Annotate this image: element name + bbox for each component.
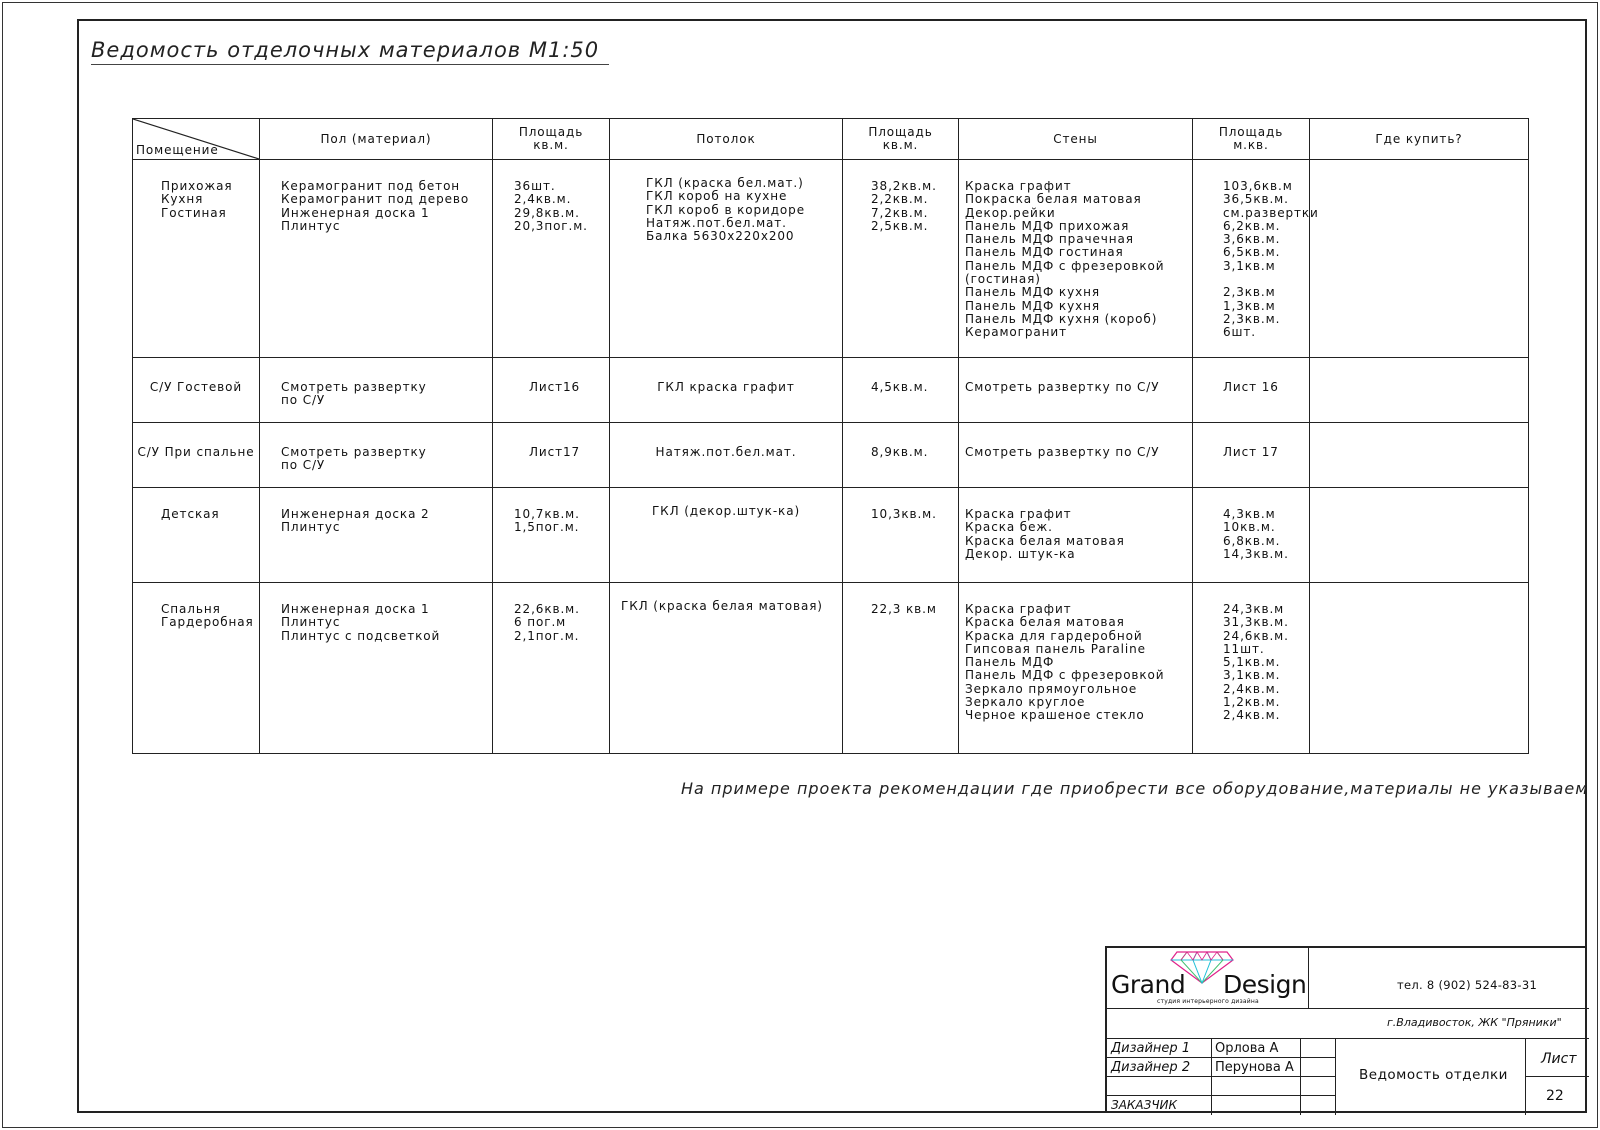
- ceiling-cell-line: ГКЛ короб в коридоре: [646, 202, 805, 217]
- walls-area-cell-line: Лист 16: [1223, 380, 1279, 394]
- walls-area-cell-line: 2,4кв.м.: [1223, 708, 1281, 723]
- ceiling-area-cell: [843, 423, 959, 488]
- floor-area-cell: [493, 160, 610, 358]
- floor-area-cell-line: Лист16: [529, 380, 581, 394]
- ceiling-area-cell: [843, 358, 959, 423]
- ceiling-cell-line: ГКЛ короб на кухне: [646, 189, 788, 204]
- room-cell: [133, 160, 260, 358]
- where-to-buy-cell: [1310, 583, 1529, 754]
- divider: [1107, 1038, 1589, 1039]
- walls-cell-line: Панель МДФ гостиная: [965, 245, 1124, 260]
- floor-cell: [260, 423, 493, 488]
- walls-cell-line: Краска графит: [965, 507, 1072, 521]
- ceiling-area-cell: [843, 488, 959, 583]
- floor-cell: [260, 583, 493, 754]
- floor-area-cell-line: 2,1пог.м.: [514, 628, 580, 643]
- walls-cell-line: Панель МДФ прихожая: [965, 218, 1130, 233]
- header-ceiling-area-line2: кв.м.: [882, 138, 919, 152]
- finishing-materials-table: [132, 118, 1529, 754]
- header-walls-area-line2: м.кв.: [1233, 138, 1269, 152]
- floor-cell-line: Плинтус: [281, 520, 341, 535]
- floor-cell-line: Инженерная доска 2: [281, 507, 430, 521]
- floor-area-cell-line: 22,6кв.м.: [514, 602, 580, 616]
- walls-area-cell-line: 6,2кв.м.: [1223, 218, 1281, 233]
- walls-cell-line: Черное крашеное стекло: [965, 708, 1145, 723]
- address: г.Владивосток, ЖК "Пряники": [1387, 1016, 1562, 1029]
- designer1-label: Дизайнер 1: [1111, 1041, 1191, 1056]
- floor-area-cell: [493, 423, 610, 488]
- ceiling-cell: [610, 488, 843, 583]
- room-cell-line: С/У Гостевой: [149, 380, 243, 394]
- ceiling-area-cell-line: 8,9кв.м.: [871, 445, 929, 459]
- walls-area-cell: [1193, 488, 1310, 583]
- walls-area-cell-line: 11шт.: [1223, 641, 1265, 656]
- designer2-label: Дизайнер 2: [1111, 1060, 1191, 1075]
- studio-logo: [1107, 948, 1310, 1008]
- footnote: На примере проекта рекомендации где приобрести все оборудование,материалы не указываем: [681, 779, 1589, 798]
- walls-cell: [959, 488, 1193, 583]
- floor-area-cell-line: 36шт.: [514, 179, 556, 193]
- ceiling-area-cell-line: 2,2кв.м.: [871, 192, 929, 207]
- floor-cell-line: Плинтус: [281, 218, 341, 233]
- ceiling-cell-line: Балка 5630х220х200: [646, 229, 795, 244]
- ceiling-area-cell-line: 4,5кв.м.: [871, 380, 929, 394]
- logo-text-design: Design: [1223, 970, 1307, 999]
- ceiling-cell-line: Натяж.пот.бел.мат.: [646, 215, 787, 230]
- header-ceiling: Потолок: [610, 119, 843, 160]
- phone: тел. 8 (902) 524-83-31: [1397, 978, 1538, 992]
- walls-cell: [959, 423, 1193, 488]
- walls-area-cell-line: 36,5кв.м.: [1223, 192, 1289, 207]
- ceiling-cell: [610, 583, 843, 754]
- ceiling-area-cell: [843, 583, 959, 754]
- header-floor-area-line1: Площадь: [518, 125, 584, 139]
- header-floor-area: [493, 119, 610, 160]
- floor-cell-line: Керамогранит под дерево: [281, 192, 470, 207]
- table-row: [133, 160, 1529, 358]
- sheet-name: Ведомость отделки: [1359, 1067, 1508, 1083]
- walls-area-cell-line: 5,1кв.м.: [1223, 655, 1281, 670]
- floor-area-cell-line: Лист17: [529, 445, 581, 459]
- divider: [1107, 1095, 1336, 1096]
- walls-cell-line: (гостиная): [965, 272, 1041, 287]
- walls-area-cell-line: 2,3кв.м.: [1223, 311, 1281, 326]
- room-cell: [133, 583, 260, 754]
- header-ceiling-area-line1: Площадь: [868, 125, 933, 139]
- walls-cell: [959, 160, 1193, 358]
- floor-cell-line: по С/У: [281, 458, 326, 473]
- header-walls: Стены: [959, 119, 1193, 160]
- header-floor-area-line2: кв.м.: [533, 138, 569, 152]
- room-cell-line: Прихожая: [161, 179, 233, 193]
- walls-area-cell-line: 3,1кв.м.: [1223, 668, 1281, 683]
- floor-area-cell: [493, 358, 610, 423]
- walls-area-cell-line: 4,3кв.м: [1223, 507, 1276, 521]
- floor-cell-line: по С/У: [281, 393, 326, 408]
- divider: [1107, 1076, 1336, 1077]
- walls-area-cell-line: 6,5кв.м.: [1223, 245, 1281, 260]
- ceiling-area-cell-line: 38,2кв.м.: [871, 179, 937, 193]
- sheet-number: 22: [1546, 1088, 1564, 1104]
- walls-area-cell-line: 6шт.: [1223, 325, 1257, 340]
- header-floor: Пол (материал): [260, 119, 493, 160]
- room-cell-line: Детская: [161, 507, 220, 521]
- floor-area-cell: [493, 488, 610, 583]
- sheet-label: Лист: [1541, 1051, 1577, 1067]
- room-cell-line: Кухня: [161, 192, 204, 207]
- walls-area-cell-line: 2,4кв.м.: [1223, 681, 1281, 696]
- table-row: [133, 583, 1529, 754]
- room-cell-line: Гардеробная: [161, 615, 254, 630]
- ceiling-cell-line: Натяж.пот.бел.мат.: [655, 445, 797, 459]
- logo-subtitle: студия интерьерного дизайна: [1157, 998, 1259, 1005]
- divider: [1211, 1038, 1212, 1115]
- walls-cell-line: Зеркало прямоугольное: [965, 681, 1138, 696]
- walls-cell-line: Краска для гардеробной: [965, 628, 1143, 643]
- walls-cell-line: Декор.рейки: [965, 205, 1056, 220]
- walls-cell-line: Панель МДФ кухня: [965, 285, 1100, 300]
- walls-area-cell: [1193, 160, 1319, 358]
- sheet-title: Ведомость отделочных материалов М1:50: [91, 38, 609, 65]
- header-room-label: Помещение: [136, 143, 219, 157]
- room-cell: [133, 423, 260, 488]
- header-walls-area-line1: Площадь: [1218, 125, 1284, 139]
- walls-area-cell-line: [1223, 273, 1309, 286]
- walls-area-cell-line: 1,2кв.м.: [1223, 695, 1281, 710]
- ceiling-cell: [610, 423, 843, 488]
- divider: [1308, 948, 1309, 1008]
- ceiling-cell: [610, 358, 843, 423]
- walls-cell-line: Гипсовая панель Paraline: [965, 641, 1146, 656]
- walls-area-cell-line: 24,3кв.м: [1223, 602, 1285, 616]
- room-cell: [133, 358, 260, 423]
- walls-cell-line: Панель МДФ: [965, 655, 1055, 670]
- header-room: [133, 119, 260, 160]
- floor-cell-line: Инженерная доска 1: [281, 602, 430, 616]
- walls-cell-line: Смотреть развертку по С/У: [965, 380, 1160, 394]
- table-header-row: [133, 119, 1529, 160]
- walls-cell-line: Краска графит: [965, 602, 1072, 616]
- floor-cell: [260, 488, 493, 583]
- room-cell-line: Гостиная: [161, 205, 227, 220]
- ceiling-area-cell-line: 2,5кв.м.: [871, 218, 929, 233]
- walls-cell-line: Краска белая матовая: [965, 615, 1125, 630]
- divider: [1525, 1076, 1589, 1077]
- walls-cell: [959, 583, 1193, 754]
- walls-area-cell: [1193, 423, 1310, 488]
- designer1-name: Орлова А: [1215, 1041, 1279, 1056]
- walls-cell-line: Керамогранит: [965, 325, 1067, 340]
- floor-cell-line: Инженерная доска 1: [281, 205, 430, 220]
- ceiling-area-cell-line: 10,3кв.м.: [871, 507, 937, 521]
- walls-cell-line: Краска беж.: [965, 520, 1053, 535]
- walls-area-cell-line: 31,3кв.м.: [1223, 615, 1289, 630]
- walls-cell-line: Зеркало круглое: [965, 695, 1086, 710]
- ceiling-area-cell-line: 7,2кв.м.: [871, 205, 929, 220]
- header-ceiling-area: [843, 119, 959, 160]
- floor-cell-line: Плинтус с подсветкой: [281, 628, 441, 643]
- room-cell-line: С/У При спальне: [137, 445, 255, 459]
- table-row: [133, 488, 1529, 583]
- header-walls-area: [1193, 119, 1310, 160]
- walls-cell-line: Смотреть развертку по С/У: [965, 445, 1160, 459]
- walls-area-cell-line: 6,8кв.м.: [1223, 533, 1281, 548]
- floor-area-cell: [493, 583, 610, 754]
- floor-cell: [260, 358, 493, 423]
- header-where-to-buy: Где купить?: [1310, 119, 1529, 160]
- where-to-buy-cell: [1310, 358, 1529, 423]
- floor-area-cell-line: 20,3пог.м.: [514, 218, 588, 233]
- divider: [1107, 1057, 1336, 1058]
- ceiling-area-cell-line: 22,3 кв.м: [871, 602, 937, 616]
- ceiling-cell-line: ГКЛ (краска бел.мат.): [646, 176, 804, 190]
- floor-cell-line: Керамогранит под бетон: [281, 179, 461, 193]
- where-to-buy-cell: [1310, 488, 1529, 583]
- table-row: [133, 423, 1529, 488]
- walls-area-cell-line: 3,6кв.м.: [1223, 232, 1281, 247]
- room-cell-line: Спальня: [161, 602, 221, 616]
- floor-area-cell-line: 29,8кв.м.: [514, 205, 580, 220]
- walls-area-cell-line: 3,1кв.м: [1223, 258, 1276, 273]
- walls-area-cell-line: 103,6кв.м: [1223, 179, 1293, 193]
- floor-area-cell-line: 2,4кв.м.: [514, 192, 572, 207]
- divider: [1107, 1008, 1589, 1009]
- walls-area-cell-line: 14,3кв.м.: [1223, 546, 1289, 561]
- ceiling-cell-line: ГКЛ (краска белая матовая): [621, 599, 823, 613]
- ceiling-area-cell: [843, 160, 959, 358]
- divider: [1300, 1038, 1301, 1115]
- walls-area-cell-line: 24,6кв.м.: [1223, 628, 1289, 643]
- floor-cell-line: Смотреть развертку: [281, 380, 427, 394]
- floor-area-cell-line: 6 пог.м: [514, 615, 567, 630]
- floor-cell: [260, 160, 493, 358]
- walls-cell-line: Панель МДФ с фрезеровкой: [965, 668, 1165, 683]
- walls-area-cell-line: см.развертки: [1223, 205, 1319, 220]
- walls-cell-line: Покраска белая матовая: [965, 192, 1142, 207]
- walls-cell-line: Панель МДФ прачечная: [965, 232, 1134, 247]
- floor-area-cell-line: 10,7кв.м.: [514, 507, 580, 521]
- walls-area-cell-line: 2,3кв.м: [1223, 285, 1276, 300]
- floor-area-cell-line: 1,5пог.м.: [514, 520, 580, 535]
- where-to-buy-cell: [1310, 423, 1529, 488]
- ceiling-cell: [610, 160, 843, 358]
- floor-cell-line: Смотреть развертку: [281, 445, 427, 459]
- walls-area-cell: [1193, 583, 1310, 754]
- walls-cell-line: Панель МДФ с фрезеровкой: [965, 258, 1165, 273]
- walls-area-cell-line: Лист 17: [1223, 445, 1279, 459]
- divider: [1335, 1038, 1336, 1115]
- logo-text-grand: Grand: [1111, 970, 1186, 999]
- walls-area-cell: [1193, 358, 1310, 423]
- designer2-name: Перунова А: [1215, 1060, 1294, 1075]
- walls-cell-line: Панель МДФ кухня (короб): [965, 311, 1158, 326]
- walls-cell-line: Краска графит: [965, 179, 1072, 193]
- walls-cell-line: Краска белая матовая: [965, 533, 1125, 548]
- ceiling-cell-line: ГКЛ (декор.штук-ка): [651, 504, 801, 518]
- walls-cell: [959, 358, 1193, 423]
- floor-cell-line: Плинтус: [281, 615, 341, 630]
- room-cell: [133, 488, 260, 583]
- walls-cell-line: Декор. штук-ка: [965, 546, 1076, 561]
- walls-area-cell-line: 10кв.м.: [1223, 520, 1276, 535]
- walls-cell-line: Панель МДФ кухня: [965, 298, 1100, 313]
- ceiling-cell-line: ГКЛ краска графит: [657, 380, 795, 394]
- customer-label: ЗАКАЗЧИК: [1111, 1098, 1178, 1112]
- where-to-buy-cell: [1310, 160, 1529, 358]
- walls-area-cell-line: 1,3кв.м: [1223, 298, 1276, 313]
- title-block: [1105, 946, 1587, 1113]
- table-row: [133, 358, 1529, 423]
